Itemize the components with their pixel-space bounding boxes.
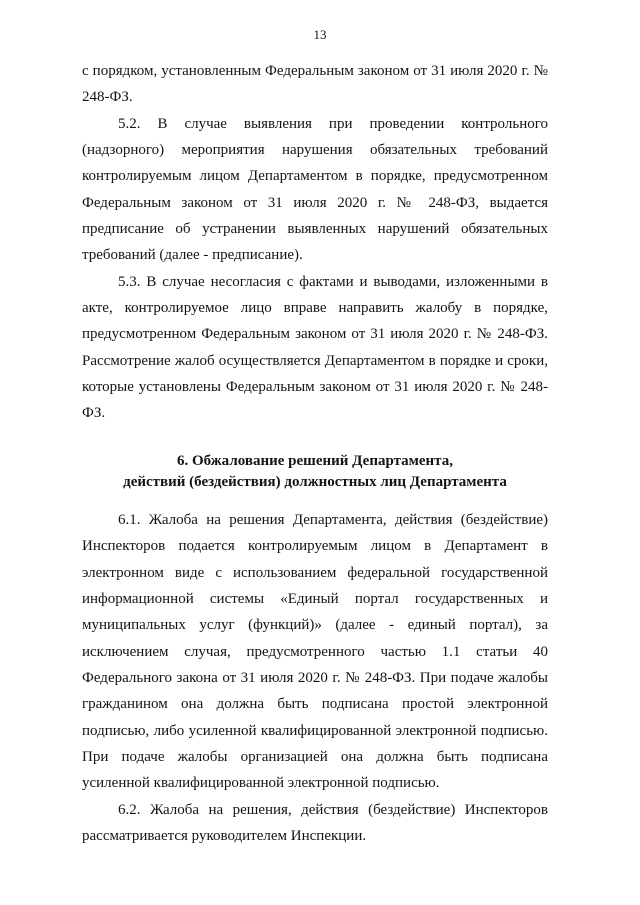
document-body: [82, 58, 548, 849]
page-number: 13: [313, 27, 327, 42]
section-heading-line-2: действий (бездействия) должностных лиц Департамента: [123, 473, 507, 490]
section-heading: [82, 451, 548, 493]
paragraph-5-2: 5.2. В случае выявления при проведении контрольного (надзорного) мероприятия нарушения обязательных требований контролируемым лицом Департаментом в порядке, предусмотренном Федеральным законом от 31 июля 2020 г. № 248-ФЗ, выдается предписание об устранении выявленных нарушений обязательных требований (далее - предписание).: [82, 115, 548, 264]
section-heading-line-1: 6. Обжалование решений Департамента,: [177, 452, 453, 469]
paragraph-continuation: с порядком, установленным Федеральным законом от 31 июля 2020 г. № 248-ФЗ.: [82, 63, 548, 106]
paragraph-5-3: 5.3. В случае несогласия с фактами и выводами, изложенными в акте, контролируемое лицо вправе направить жалобу в порядке, предусмотренном Федеральным законом от 31 июля 2020 г. № 248-ФЗ. Рассмотрение жалоб осуществляется Департаментом в порядке и сроки, которые установлены Федеральным законом от 31 июля 2020 г. № 248-ФЗ.: [82, 273, 548, 422]
paragraph-6-2: 6.2. Жалоба на решения, действия (бездействие) Инспекторов рассматривается руководителем Инспекции.: [82, 801, 548, 844]
paragraph-6-1: 6.1. Жалоба на решения Департамента, действия (бездействие) Инспекторов подается контролируемым лицом в Департамент в электронном виде с использованием федеральной государственной информационной системы «Единый портал государственных и муниципальных услуг (функций)» (далее - единый портал), за исключением случая, предусмотренного частью 1.1 статьи 40 Федерального закона от 31 июля 2020 г. № 248-ФЗ. При подаче жалобы гражданином она должна быть подписана простой электронной подписью, либо усиленной квалифицированной электронной подписью. При подаче жалобы организацией она должна быть подписана усиленной квалифицированной электронной подписью.: [82, 511, 548, 792]
